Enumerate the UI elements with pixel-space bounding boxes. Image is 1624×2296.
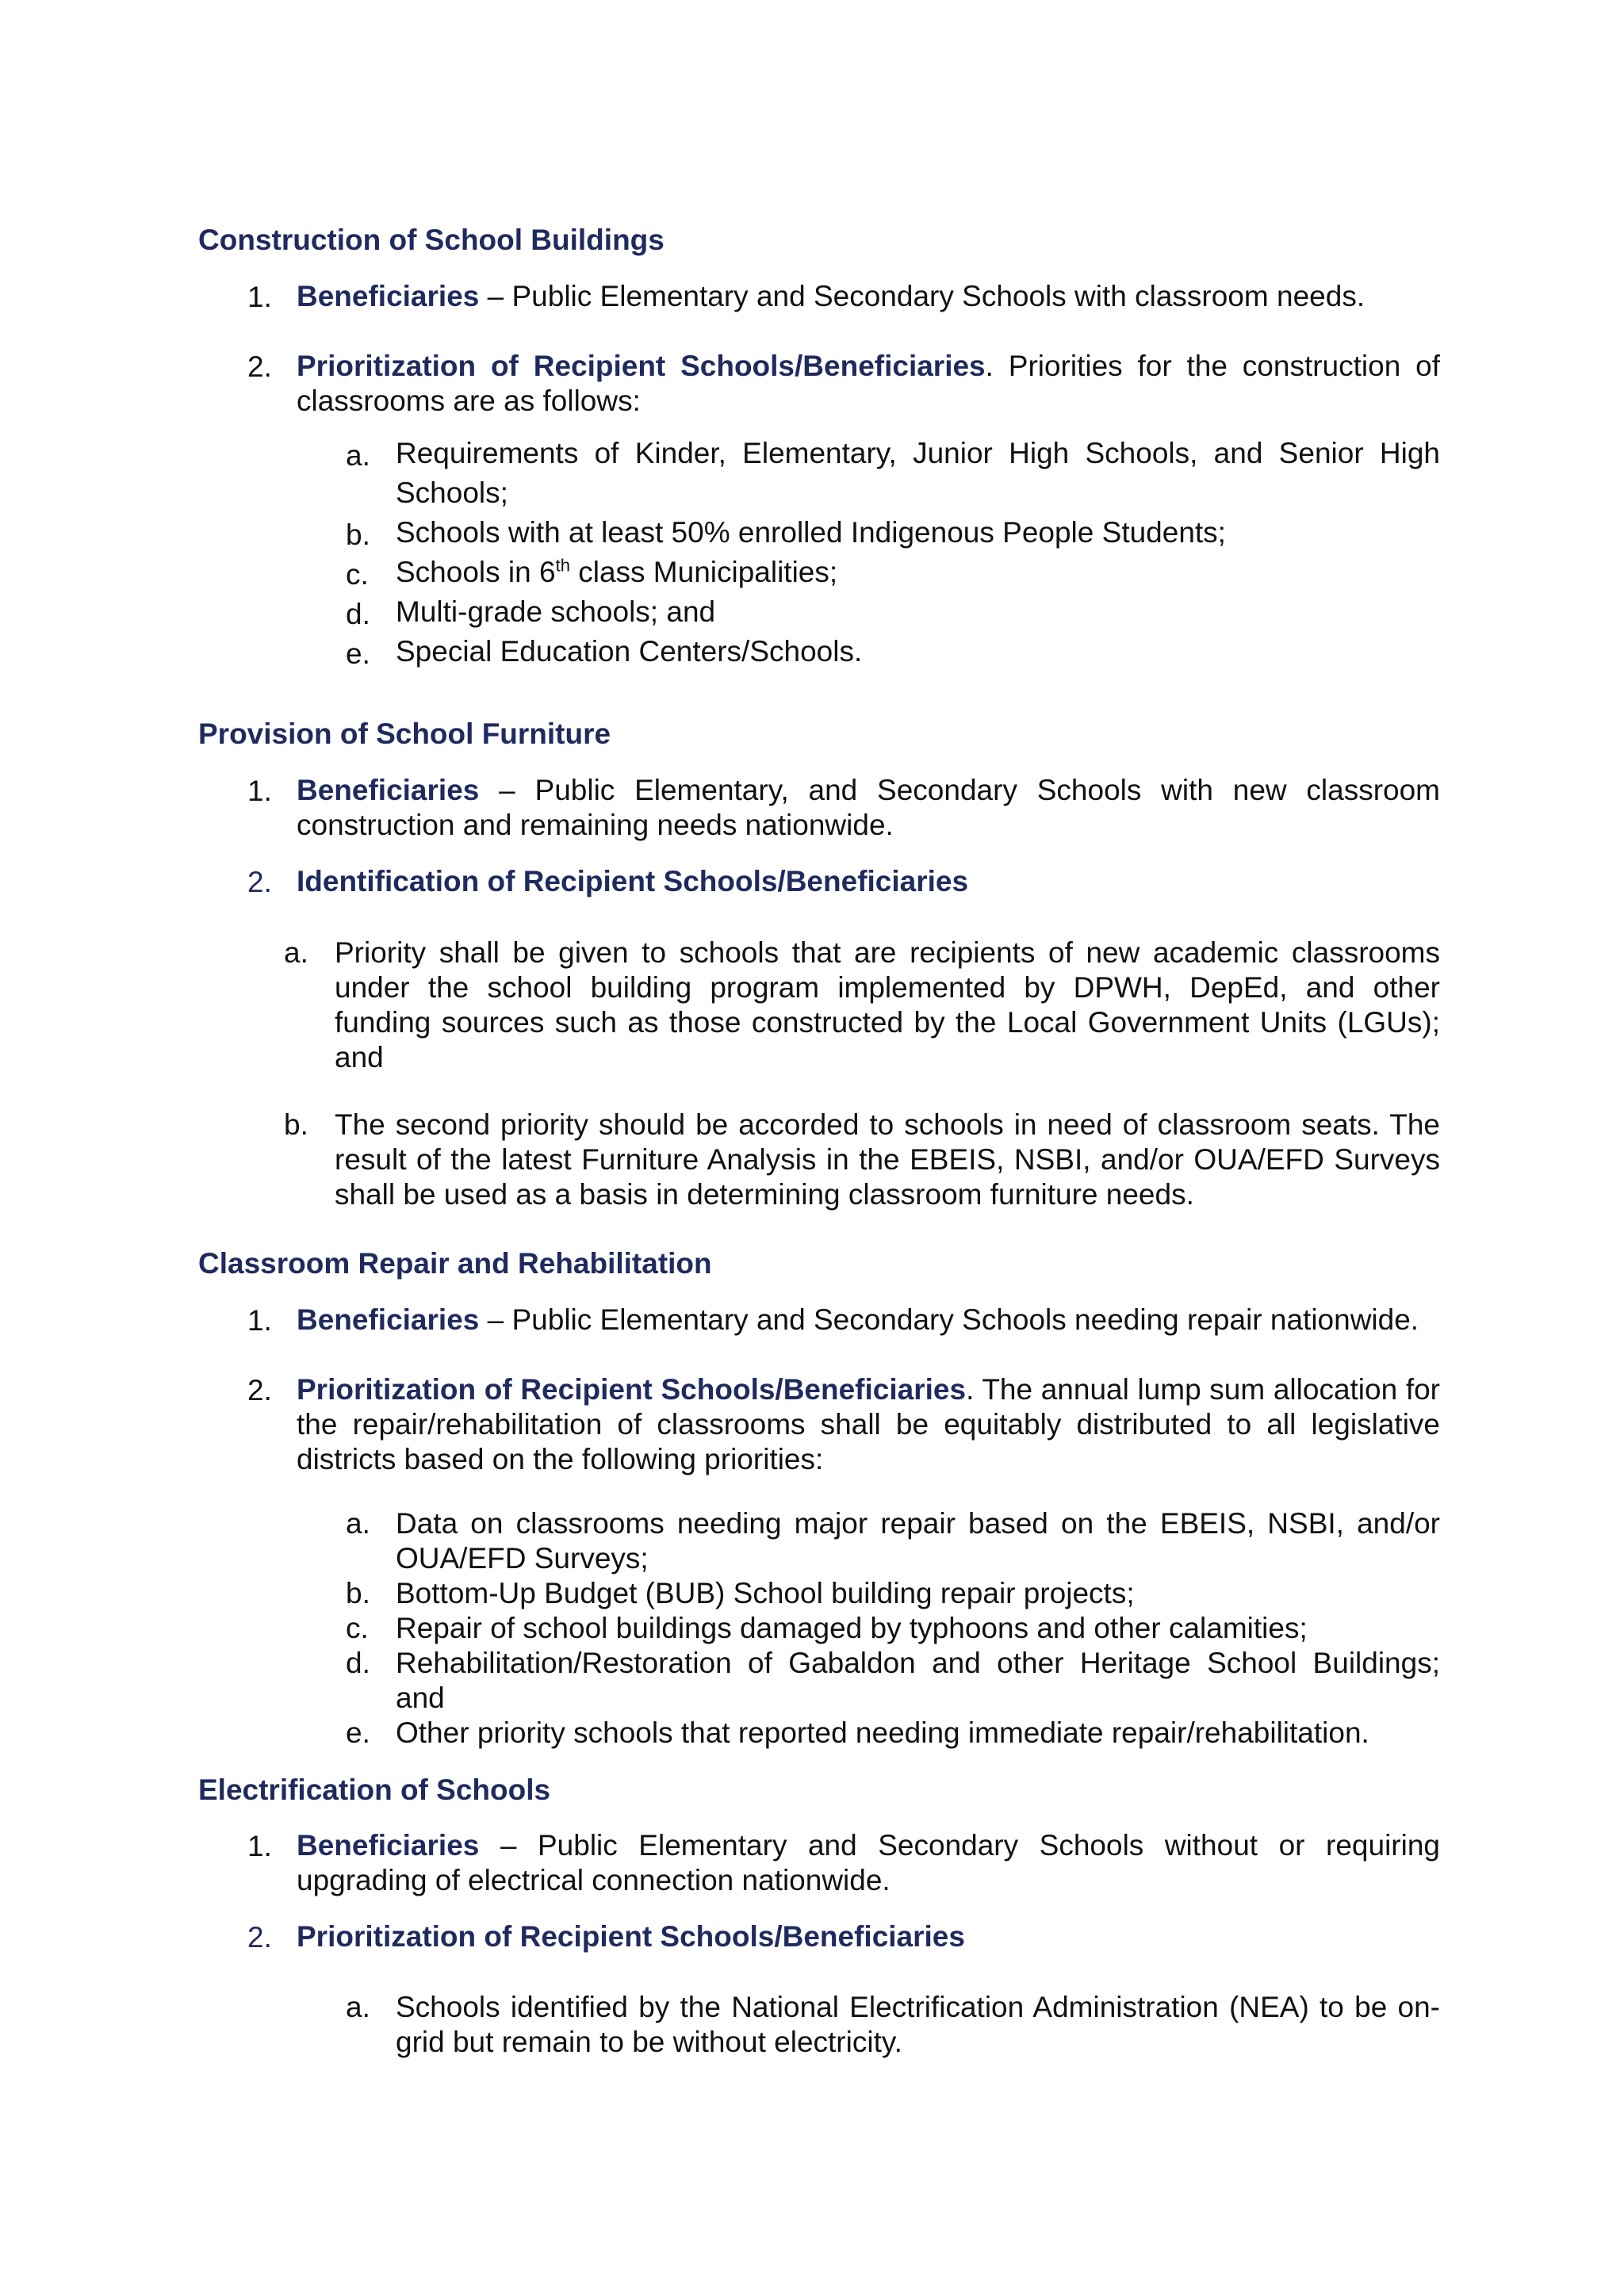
sub-item: Bottom-Up Budget (BUB) School building repair projects;	[396, 1577, 1135, 1609]
sub-item: Other priority schools that reported needing immediate repair/rehabilitation.	[396, 1716, 1369, 1749]
section-heading-repair: Classroom Repair and Rehabilitation	[198, 1247, 712, 1280]
item-label: Beneficiaries	[297, 1829, 480, 1862]
list-item-prioritization	[297, 1919, 1440, 1954]
list-letter: d.	[346, 1647, 370, 1679]
item-text: – Public Elementary and Secondary Schools without or requiring upgrading of electrical connection nationwide.	[297, 1829, 1440, 1896]
item-label: Beneficiaries	[297, 280, 480, 312]
list-item-prioritization	[297, 1372, 1440, 1477]
list-item-beneficiaries	[297, 1303, 1440, 1337]
sub-item: Priority shall be given to schools that are recipients of new academic classrooms under the school building program implemented by DPWH, DepEd, and other funding sources such as those constructed by the Local Government Units (LGUs); and	[335, 936, 1440, 1073]
sub-item-text: class Municipalities;	[569, 556, 838, 588]
list-item-beneficiaries	[297, 1828, 1440, 1898]
sub-item: Schools with at least 50% enrolled Indigenous People Students;	[396, 516, 1226, 549]
list-letter: c.	[346, 558, 369, 591]
list-item-beneficiaries	[297, 773, 1440, 843]
list-letter: a.	[346, 1507, 370, 1540]
list-letter: d.	[346, 598, 370, 630]
superscript: th	[555, 555, 570, 576]
list-number: 2.	[247, 1374, 272, 1406]
sub-item: Data on classrooms needing major repair based on the EBEIS, NSBI, and/or OUA/EFD Surveys;	[396, 1507, 1440, 1575]
sub-item	[396, 553, 1440, 592]
list-number: 2.	[247, 1921, 272, 1954]
sub-item: Rehabilitation/Restoration of Gabaldon and other Heritage School Buildings; and	[396, 1647, 1440, 1714]
list-number: 1.	[247, 1304, 272, 1337]
item-label: Prioritization of Recipient Schools/Beneficiaries	[297, 1373, 967, 1406]
list-letter: b.	[284, 1108, 308, 1141]
sub-item: The second priority should be accorded to schools in need of classroom seats. The result of the latest Furniture Analysis in the EBEIS, NSBI, and/or OUA/EFD Surveys shall be used as a basis in determining classroom furniture needs.	[335, 1108, 1440, 1211]
section-heading-construction: Construction of School Buildings	[198, 224, 665, 256]
item-text: – Public Elementary and Secondary Schools needing repair nationwide.	[479, 1303, 1419, 1336]
item-label: Identification of Recipient Schools/Beneficiaries	[297, 865, 969, 897]
list-number: 2.	[247, 350, 272, 383]
sub-item: Special Education Centers/Schools.	[396, 635, 863, 668]
list-item-identification	[297, 864, 1440, 899]
list-item-prioritization	[297, 349, 1440, 419]
sub-item: Multi-grade schools; and	[396, 595, 716, 628]
list-letter: a.	[284, 936, 308, 969]
item-label: Prioritization of Recipient Schools/Beneficiaries	[297, 1920, 965, 1953]
list-item-beneficiaries	[297, 279, 1440, 314]
list-letter: c.	[346, 1612, 369, 1644]
item-label: Beneficiaries	[297, 774, 480, 806]
section-heading-furniture: Provision of School Furniture	[198, 718, 611, 750]
list-letter: a.	[346, 439, 370, 472]
list-number: 1.	[247, 281, 272, 313]
item-text: – Public Elementary, and Secondary Schools with new classroom construction and remaining needs nationwide.	[297, 774, 1440, 841]
sub-item: Requirements of Kinder, Elementary, Junior High Schools, and Senior High Schools;	[396, 437, 1440, 509]
list-letter: a.	[346, 1991, 370, 2023]
sub-item-text: Schools in 6	[396, 556, 556, 588]
sub-item: Repair of school buildings damaged by typhoons and other calamities;	[396, 1612, 1308, 1644]
list-letter: e.	[346, 1716, 370, 1749]
section-heading-electrification: Electrification of Schools	[198, 1774, 551, 1806]
list-letter: b.	[346, 1577, 370, 1609]
item-label: Beneficiaries	[297, 1303, 480, 1336]
sub-item: Schools identified by the National Electrification Administration (NEA) to be on-grid but remain to be without electricity.	[396, 1991, 1440, 2058]
list-number: 1.	[247, 1830, 272, 1862]
item-text: – Public Elementary and Secondary Schools with classroom needs.	[479, 280, 1365, 312]
list-letter: e.	[346, 637, 370, 670]
list-letter: b.	[346, 519, 370, 551]
item-text: . The annual lump sum allocation for the repair/rehabilitation of classrooms shall be equitably distributed to all legislative districts based on the following priorities:	[297, 1373, 1440, 1475]
item-label: Prioritization of Recipient Schools/Beneficiaries	[297, 350, 986, 382]
item-text: . Priorities for the construction of classrooms are as follows:	[297, 350, 1440, 417]
list-number: 2.	[247, 866, 272, 898]
list-number: 1.	[247, 775, 272, 807]
